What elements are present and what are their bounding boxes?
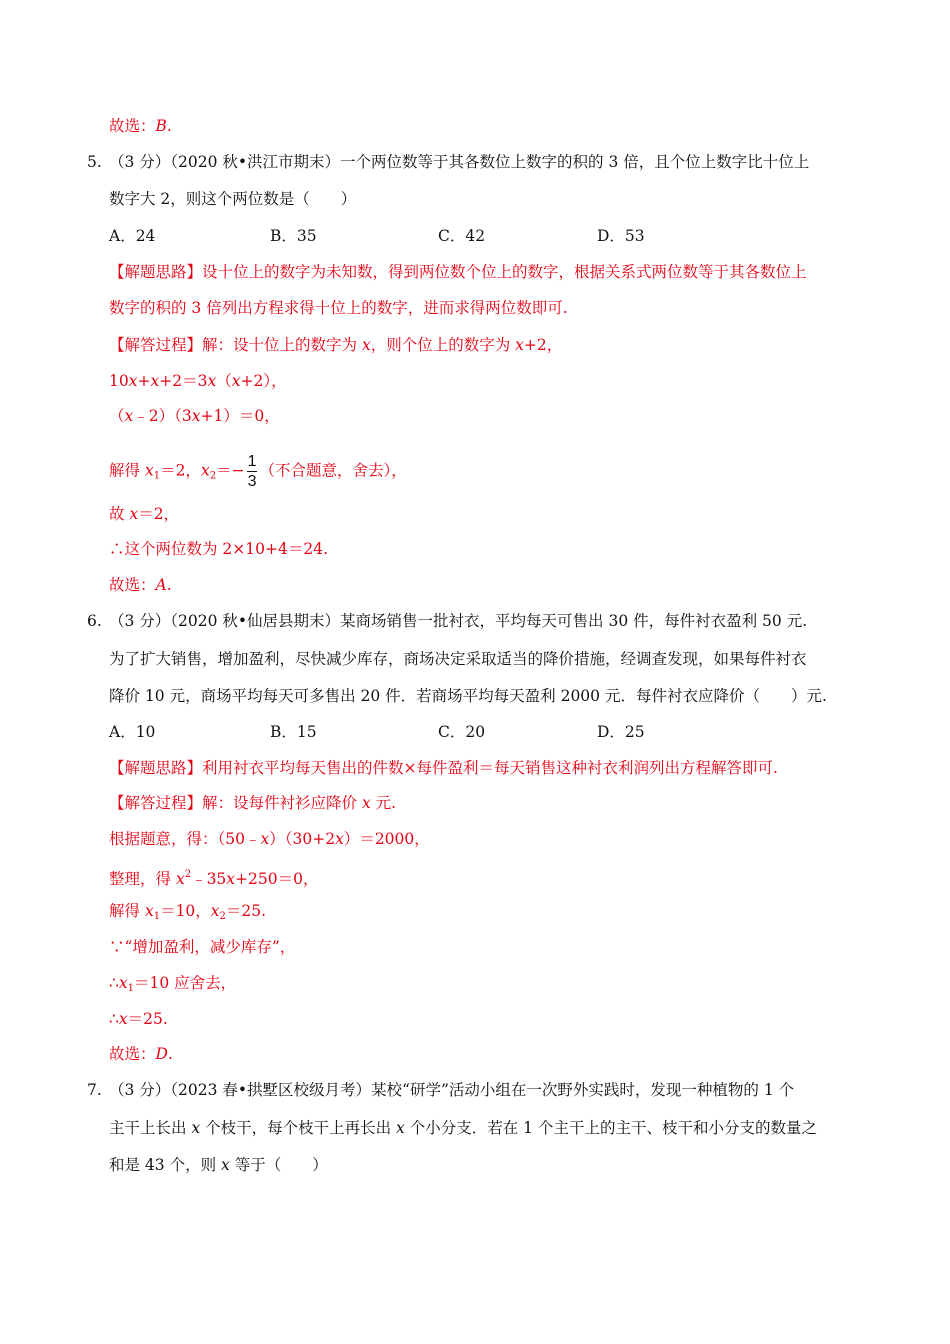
text-run: 根据题意，得：（50﹣ [109,830,261,848]
text-run: 等于（ ） [229,1156,328,1174]
text-run: 个小分支．若在 1 个主干上的主干、枝干和小分支的数量之 [404,1119,817,1137]
text-run: +2＝3 [159,372,208,390]
option-b: B．35 [270,227,317,245]
solution-line [109,1044,173,1064]
text-run: . [167,1045,173,1063]
option-a: A．24 [109,227,156,245]
math-variable: x [515,336,524,354]
text-run: 故 [109,505,130,523]
question-number: 5. [87,153,102,171]
text-run: 数字的积的 3 倍列出方程求得十位上的数字，进而求得两位数即可. [109,299,568,317]
option-b: B．15 [270,723,317,741]
solution-line [109,298,568,318]
question-text-line [109,1080,794,1100]
solution-line [109,901,266,927]
text-run: （不合题意，舍去）， [259,461,407,480]
solution-line [109,793,396,813]
question-text-line [109,152,809,172]
math-variable: x [231,372,241,390]
text-run: （3 分）（2020 秋•仙居县期末）某商场销售一批衬衣，平均每天可售出 30 件，每件衬衣盈利 50 元. [109,612,808,630]
solution-line [109,335,562,355]
text-run: ＝25. [225,902,267,920]
text-run: ）＝2000， [343,830,430,848]
solution-line [109,406,280,426]
question-text-line [109,1118,817,1138]
text-run: ，则个位上的数字为 [370,336,516,354]
option-d: D．53 [597,227,645,245]
text-run: （3 分）（2020 秋•洪江市期末）一个两位数等于其各数位上数字的积的 3 倍，且个位上数字比十位上 [109,153,810,171]
text-run: 【解答过程】解：设每件衬衫应降价 [109,794,362,812]
math-variable: x [129,505,139,523]
question-text-line [109,611,807,631]
text-run: 元. [370,794,397,812]
text-run: 解得 [109,461,145,480]
text-run: 和是 43 个，则 [109,1156,222,1174]
question-text-line [109,686,827,706]
solution-line [109,371,287,391]
math-variable: x [335,830,344,848]
math-variable: x [175,870,185,888]
math-variable: x [144,461,154,480]
text-run: +2）， [240,372,287,390]
text-run: 个枝干，每个枝干上再长出 [200,1119,397,1137]
solution-line [109,937,295,957]
math-variable: D [155,1045,168,1063]
math-variable: A [155,576,167,594]
math-variable: x [361,336,371,354]
math-variable: x [118,1010,128,1028]
answer-options [109,226,709,246]
text-run: +250＝0， [235,870,319,888]
text-run: + [137,372,151,390]
text-run: ）（30+2 [269,830,336,848]
solution-line [109,829,430,849]
text-run: （ [216,372,232,390]
text-run: ＝10， [160,902,211,920]
fraction [247,452,258,491]
option-c: C．20 [438,723,486,741]
math-variable: x [144,902,154,920]
text-run: 数字大 2，则这个两位数是（ ） [109,190,357,208]
solution-line [109,539,328,559]
solution-line [109,1009,168,1029]
solution-line [109,758,778,778]
text-run: ∴这个两位数为 2×10+4＝24. [109,540,328,558]
fraction-numerator: 1 [247,453,257,470]
text-run: ＝25. [127,1010,168,1028]
text-run: 主干上长出 [109,1119,192,1137]
text-run: 故选： [109,576,156,594]
solution-line [109,865,318,889]
math-variable: B [155,117,167,135]
math-variable: x [396,1119,405,1137]
option-a: A．10 [109,723,156,741]
question-number: 6. [87,612,102,630]
math-subscript: 1 [153,470,161,482]
solution-line [109,973,236,999]
text-run: 整理，得 [109,870,176,888]
solution-line [109,116,172,136]
text-run: ﹣2）（3 [133,407,192,425]
text-run: ＝− [216,461,245,480]
text-run: ∴ [109,1010,119,1028]
question-text-line [109,1155,328,1175]
math-variable: x [191,1119,201,1137]
text-run: +2， [523,336,563,354]
math-variable: x [260,830,270,848]
text-run: 【解题思路】设十位上的数字为未知数，得到两位数个位上的数字，根据关系式两位数等于其各数位上 [109,263,807,281]
math-subscript: 1 [127,983,134,994]
math-variable: x [200,461,210,480]
question-number: 7. [87,1081,102,1099]
solution-line [109,452,407,491]
solution-line [109,504,179,524]
text-run: 故选： [109,1045,156,1063]
question-text-line [109,189,356,209]
text-run: +1）＝0， [200,407,280,425]
math-variable: x [221,1156,230,1174]
math-variable: x [124,407,134,425]
text-run: 故选： [109,117,156,135]
math-variable: x [361,794,371,812]
text-run: . [166,576,172,594]
math-variable: x [226,870,236,888]
math-variable: x [191,407,201,425]
text-run: 解得 [109,902,145,920]
math-subscript: 1 [153,911,161,922]
text-run: ﹣35 [191,870,227,888]
option-c: C．42 [438,227,486,245]
math-supscript: 2 [184,869,192,880]
solution-line [109,575,172,595]
question-text-line [109,649,807,669]
text-run: . [166,117,172,135]
option-d: D．25 [597,723,645,741]
solution-line [109,262,807,282]
math-variable: x [207,372,217,390]
text-run: 【解答过程】解：设十位上的数字为 [109,336,362,354]
text-run: ＝10 应舍去， [134,974,237,992]
text-run: ∴ [109,974,119,992]
math-variable: x [118,974,128,992]
math-variable: x [210,902,220,920]
text-run: （ [109,407,125,425]
math-variable: x [150,372,160,390]
text-run: ＝2， [160,461,201,480]
math-variable: x [128,372,138,390]
math-subscript: 2 [209,470,217,482]
text-run: ∵“增加盈利，减少库存”， [109,938,296,956]
text-run: 为了扩大销售，增加盈利，尽快减少库存，商场决定采取适当的降价措施，经调查发现，如果每件衬衣 [109,650,807,668]
text-run: 【解题思路】利用衬衣平均每天售出的件数×每件盈利＝每天销售这种衬衣利润列出方程解答即可. [109,759,778,777]
answer-options [109,722,709,742]
math-subscript: 2 [219,911,226,922]
text-run: （3 分）（2023 春•拱墅区校级月考）某校“研学”活动小组在一次野外实践时，发现一种植物的 1 个 [109,1081,795,1099]
text-run: ＝2， [138,505,180,523]
fraction-denominator: 3 [247,473,257,490]
text-run: 10 [109,372,129,390]
text-run: 降价 10 元，商场平均每天可多售出 20 件．若商场平均每天盈利 2000 元．每件衬衣应降价（ ）元. [109,687,827,705]
